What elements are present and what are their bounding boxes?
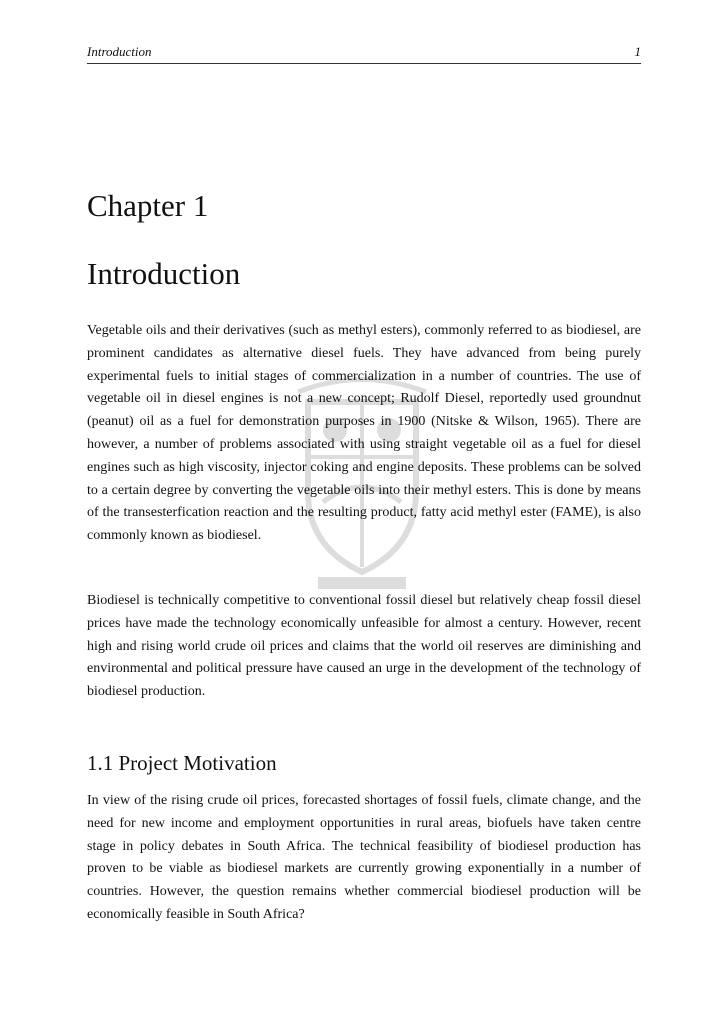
running-title: Introduction xyxy=(87,44,152,59)
header-rule xyxy=(87,63,641,64)
section-heading: 1.1 Project Motivation xyxy=(87,751,277,775)
chapter-label: Chapter 1 xyxy=(87,188,209,223)
chapter-title: Introduction xyxy=(87,256,241,291)
page-number: 1 xyxy=(634,44,641,59)
intro-paragraph-2: Biodiesel is technically competitive to conventional fossil diesel but relatively cheap fossil diesel prices have made the technology economically unfeasible for almost a century. However, recent high and rising world crude oil prices and claims that the world oil reserves are diminishing and environmental and political pressure have caused an urge in the development of the technology of biodiesel production. xyxy=(87,593,641,700)
intro-paragraph-1: Vegetable oils and their derivatives (such as methyl esters), commonly referred to as biodiesel, are prominent candidates as alternative diesel fuels. They have advanced from being purely experimental fuels to initial stages of commercialization in a number of countries. The use of vegetable oil in diesel engines is not a new concept; Rudolf Diesel, reportedly used groundnut (peanut) oil as a fuel for demonstration purposes in 1900 (Nitske & Wilson, 1965). There are however, a number of problems associated with using straight vegetable oil as a fuel for diesel engines such as high viscosity, injector coking and engine deposits. These problems can be solved to a certain degree by converting the vegetable oils into their methyl esters. This is done by means of the transesterfication reaction and the resulting product, fatty acid methyl ester (FAME), is also commonly known as biodiesel. xyxy=(87,323,641,544)
section-paragraph: In view of the rising crude oil prices, forecasted shortages of fossil fuels, climate change, and the need for new income and employment opportunities in rural areas, biofuels have taken centre stage in policy debates in South Africa. The technical feasibility of biodiesel production has proven to be viable as biodiesel markets are currently growing exponentially in a number of countries. However, the question remains whether commercial biodiesel production will be economically feasible in South Africa? xyxy=(87,793,641,922)
